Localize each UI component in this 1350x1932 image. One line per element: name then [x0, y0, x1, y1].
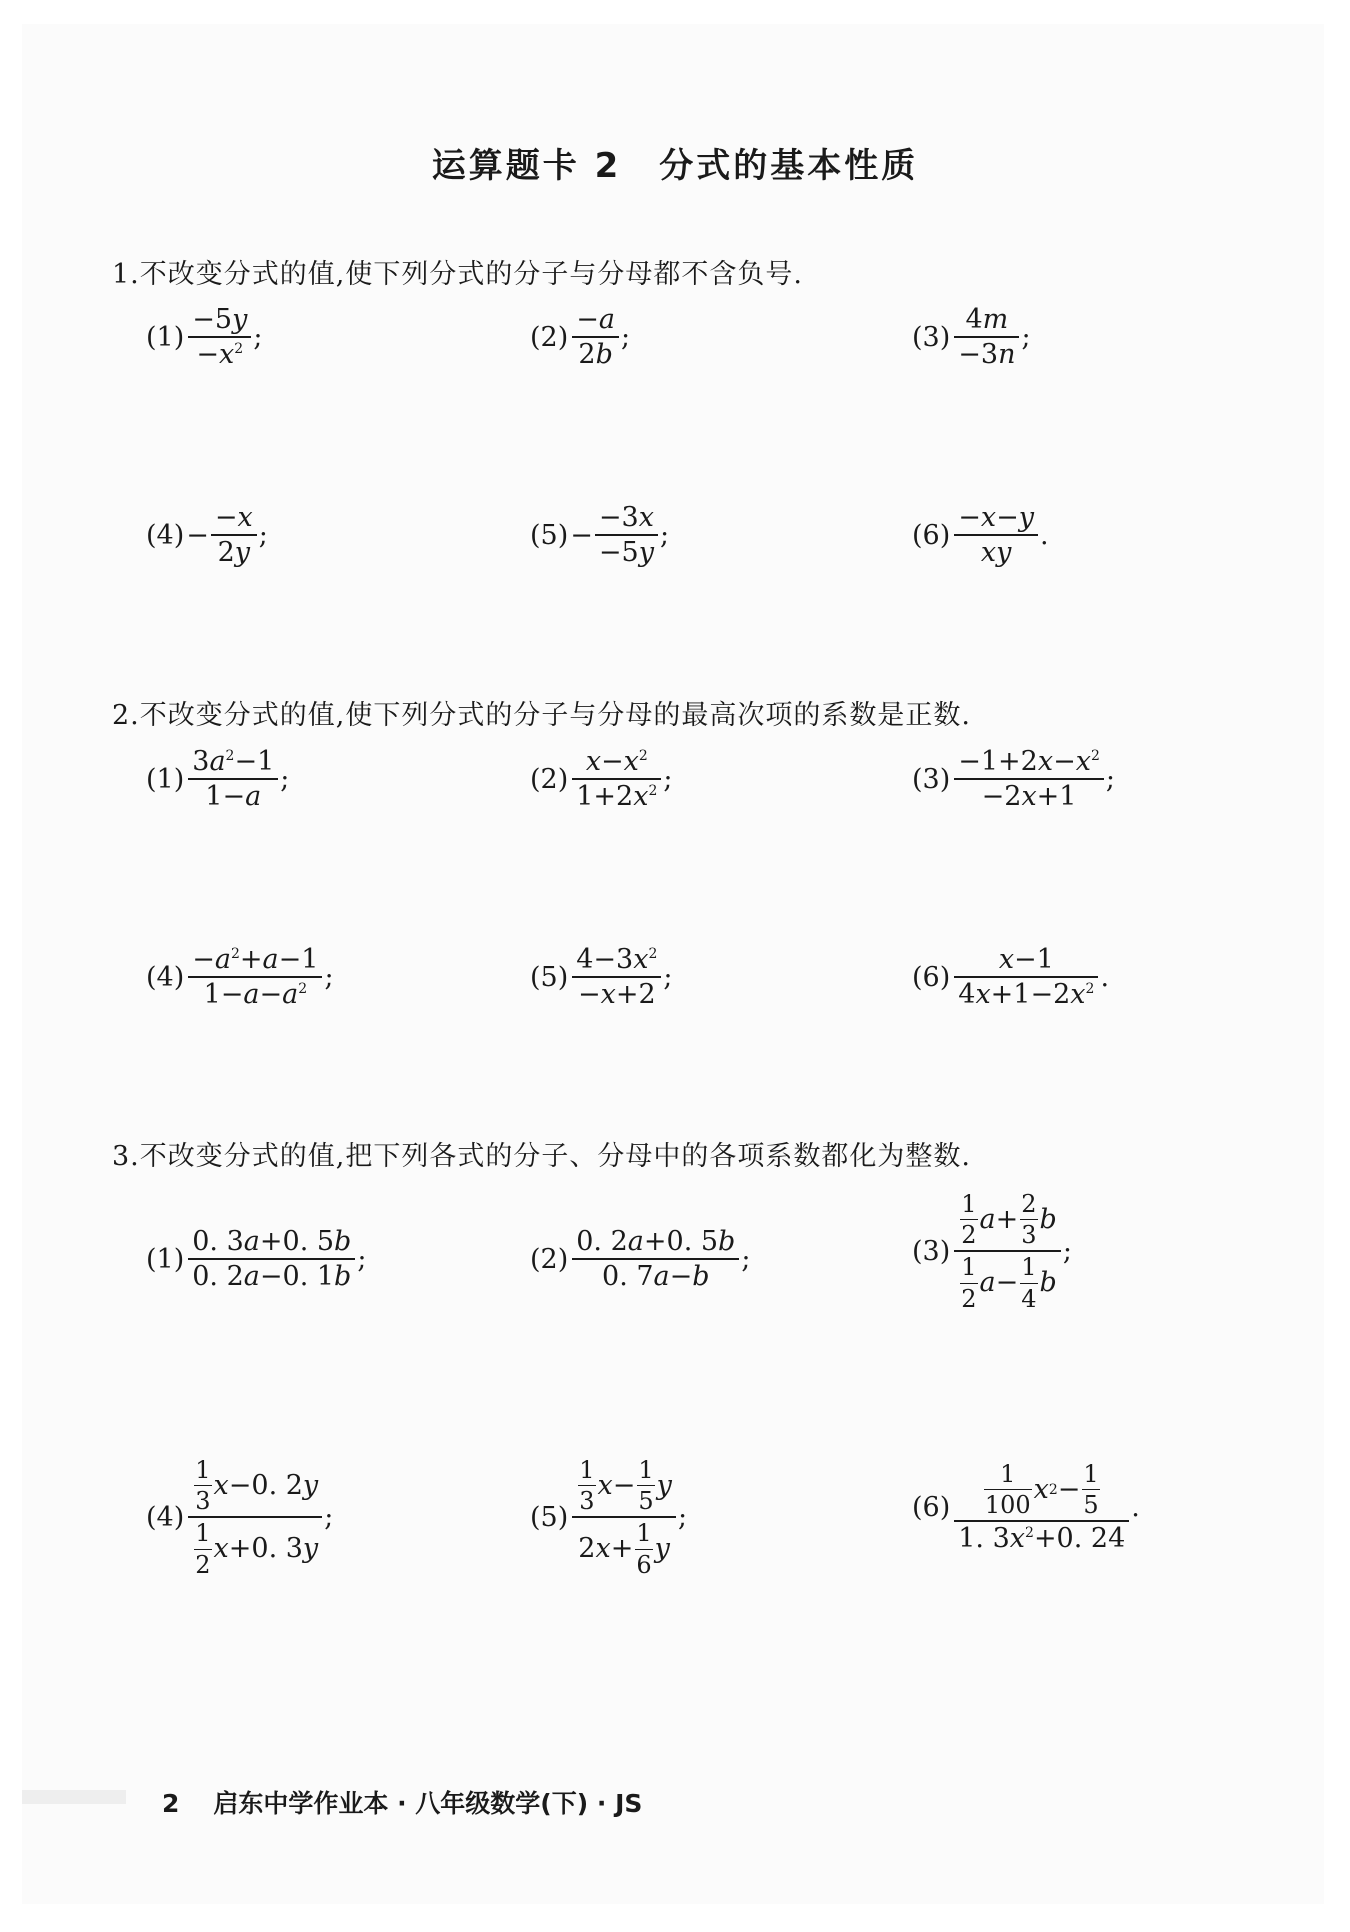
item-label: (1) [146, 1244, 185, 1276]
period: . [1040, 520, 1049, 552]
question-3-text: 3.不改变分式的值,把下列各式的分子、分母中的各项系数都化为整数. [112, 1141, 971, 1172]
q2-item-2 [530, 748, 673, 812]
item-label: (5) [530, 962, 569, 994]
semicolon: ; [663, 962, 673, 994]
compound-fraction: $\frac{1}{3}$ x −0. 2 y $\frac{1}{2}$ x +0. 3 y [188, 1458, 322, 1578]
q3-item-2 [530, 1228, 750, 1292]
semicolon: ; [357, 1244, 367, 1276]
page-title [0, 138, 1350, 187]
semicolon: ; [620, 322, 631, 354]
item-label: (3) [912, 1236, 951, 1268]
item-label: (5) [530, 520, 569, 552]
semicolon: ; [663, 764, 673, 796]
item-label: (4) [146, 520, 185, 552]
fraction: $\frac{-3x}{-5y}$ [595, 504, 658, 568]
fraction: $\frac{-x-y}{xy}$ [954, 504, 1038, 568]
semicolon: ; [258, 520, 268, 552]
q3-item-1 [146, 1228, 366, 1292]
fraction: $\frac{x-1}{4x+1-2x^2}$ [954, 946, 1098, 1010]
fraction: $\frac{-a}{2b}$ [572, 306, 619, 370]
semicolon: ; [741, 1244, 751, 1276]
fraction: $\frac{4-3x^2}{-x+2}$ [572, 946, 661, 1010]
q1-item-2 [530, 306, 630, 370]
period: . [1100, 962, 1110, 994]
q1-item-6 [912, 504, 1049, 568]
question-1-text: 1.不改变分式的值,使下列分式的分子与分母都不含负号. [112, 259, 803, 290]
fraction: $\frac{0. 3a+0. 5b}{0. 2a-0. 1b}$ [188, 1228, 355, 1292]
item-label: (3) [912, 322, 951, 354]
compound-fraction: $\frac{1}{2}$ a + $\frac{2}{3}$ b $\frac{1}{2}$ a − $\frac{1}{4}$ b [954, 1192, 1061, 1312]
title-topic: 分式的基本性质 [659, 146, 919, 186]
q3-item-4 [146, 1458, 333, 1578]
item-label: (4) [146, 1502, 185, 1534]
item-label: (6) [912, 962, 951, 994]
q1-item-3 [912, 306, 1031, 370]
fraction: $\frac{4m}{-3n}$ [954, 306, 1019, 370]
book-title: 启东中学作业本 · 八年级数学(下) · JS [213, 1789, 643, 1818]
semicolon: ; [1021, 322, 1031, 354]
semicolon: ; [659, 520, 670, 552]
q3-item-3 [912, 1192, 1072, 1312]
semicolon: ; [324, 962, 334, 994]
period: . [1131, 1492, 1140, 1524]
page-number: 2 [162, 1789, 180, 1818]
fraction: $\frac{x-x^2}{1+2x^2}$ [572, 748, 661, 812]
fraction: $\frac{-5y}{-x^2}$ [188, 306, 251, 370]
title-card-number: 运算题卡 2 [431, 146, 622, 186]
item-label: (1) [146, 764, 185, 796]
semicolon: ; [1105, 764, 1115, 796]
q2-item-6 [912, 946, 1109, 1010]
question-2-text: 2.不改变分式的值,使下列分式的分子与分母的最高次项的系数是正数. [112, 700, 971, 731]
q1-item-5: (5) − $\frac{-3x}{-5y}$ ; [530, 502, 670, 569]
scan-smudge [22, 1790, 126, 1804]
item-label: (2) [530, 1244, 569, 1276]
fraction: $\frac{-a^2+a-1}{1-a-a^2}$ [188, 946, 322, 1010]
item-label: (3) [912, 764, 951, 796]
q2-item-1 [146, 748, 289, 812]
fraction: $\frac{0. 2a+0. 5b}{0. 7a-b}$ [572, 1228, 739, 1292]
fraction: $\frac{-x}{2y}$ [211, 504, 257, 568]
q1-item-1 [146, 306, 262, 370]
item-label: (6) [912, 1492, 951, 1524]
q2-item-3 [912, 748, 1115, 812]
item-label: (2) [530, 322, 569, 354]
item-label: (6) [912, 520, 951, 552]
semicolon: ; [253, 322, 263, 354]
q1-item-4: (4) − $\frac{-x}{2y}$ ; [146, 502, 268, 569]
page-footer [162, 1784, 642, 1820]
q2-item-4 [146, 946, 334, 1010]
semicolon: ; [1062, 1236, 1072, 1268]
q2-item-5 [530, 946, 673, 1010]
item-label: (1) [146, 322, 185, 354]
q3-item-5 [530, 1458, 687, 1578]
semicolon: ; [677, 1502, 688, 1534]
semicolon: ; [324, 1502, 334, 1534]
fraction: $\frac{-1+2x-x^2}{-2x+1}$ [954, 748, 1104, 812]
item-label: (5) [530, 1502, 569, 1534]
q3-item-6 [912, 1462, 1140, 1554]
item-label: (2) [530, 764, 569, 796]
compound-fraction: $\frac{1}{100}$ x 2 − $\frac{1}{5}$ 1. $3x^2+0$. 24 [954, 1462, 1129, 1554]
compound-fraction: $\frac{1}{3}$ x − $\frac{1}{5}$ y 2 x + $\frac{1}{6}$ y [572, 1458, 676, 1578]
item-label: (4) [146, 962, 185, 994]
semicolon: ; [280, 764, 290, 796]
fraction: $\frac{3a^2-1}{1-a}$ [188, 748, 278, 812]
